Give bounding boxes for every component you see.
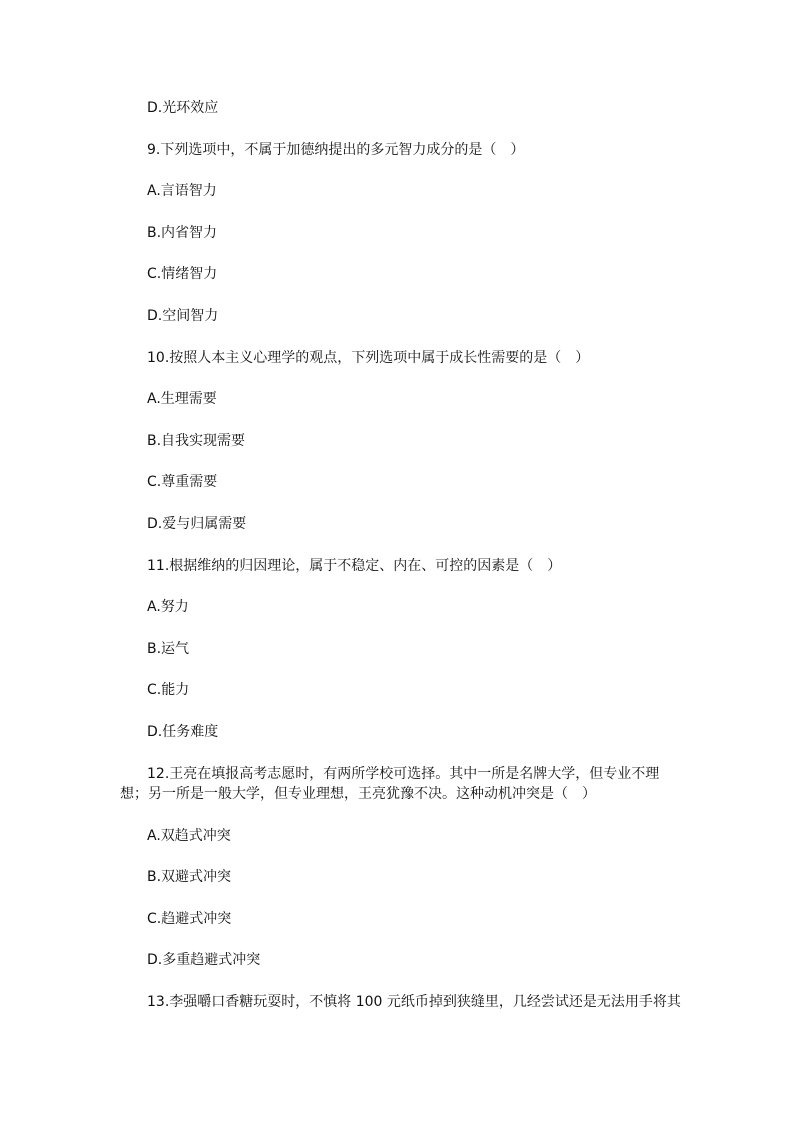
q9-option-c: C.情绪智力 [147,266,218,282]
q9-option-b: B.内省智力 [147,225,218,241]
q12-option-b: B.双避式冲突 [147,869,232,885]
q13-question: 13.李强嚼口香糖玩耍时，不慎将 100 元纸币掉到狭缝里，几经尝试还是无法用手将其 [147,994,681,1010]
q12-option-c: C.趋避式冲突 [147,911,232,927]
q9-question: 9.下列选项中，不属于加德纳提出的多元智力成分的是（ ） [147,142,525,158]
q10-option-d: D.爱与归属需要 [147,516,247,532]
q12-question: 12.王亮在填报高考志愿时，有两所学校可选择。其中一所是名牌大学，但专业不理想；另一所是一般大学，但专业理想，王亮犹豫不决。这种动机冲突是（ ） [120,766,660,802]
q8-option-d: D.光环效应 [147,100,219,116]
q10-option-c: C.尊重需要 [147,474,218,490]
q12-option-a: A.双趋式冲突 [147,828,231,844]
q11-option-c: C.能力 [147,682,190,698]
q11-option-b: B.运气 [147,641,190,657]
q11-option-a: A.努力 [147,599,189,615]
q9-option-a: A.言语智力 [147,183,217,199]
q11-question: 11.根据维纳的归因理论，属于不稳定、内在、可控的因素是（ ） [147,558,562,574]
q11-option-d: D.任务难度 [147,724,219,740]
q10-question: 10.按照人本主义心理学的观点，下列选项中属于成长性需要的是（ ） [147,350,590,366]
q12-option-d: D.多重趋避式冲突 [147,952,261,968]
q9-option-d: D.空间智力 [147,308,219,324]
q10-option-a: A.生理需要 [147,391,217,407]
q10-option-b: B.自我实现需要 [147,433,246,449]
